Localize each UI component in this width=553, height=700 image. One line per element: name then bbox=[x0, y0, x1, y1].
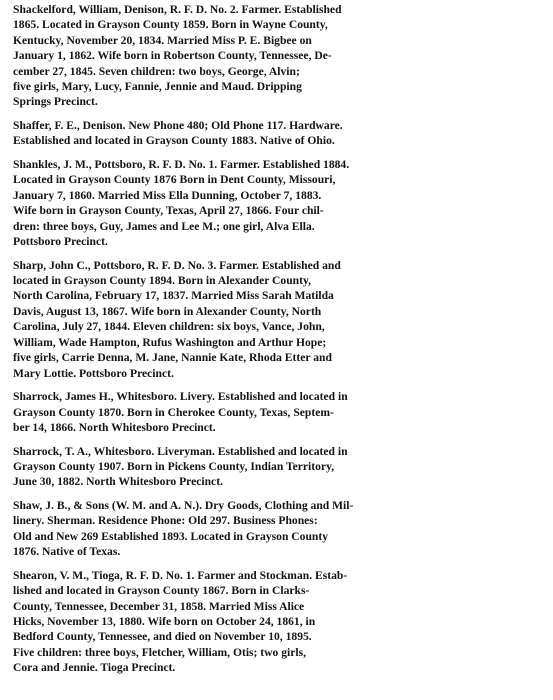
entry-line: Springs Precinct. bbox=[13, 95, 98, 109]
entry-line: Wife born in Grayson County, Texas, April 27, 1866. Four chil- bbox=[13, 204, 324, 218]
entry-line: 1876. Native of Texas. bbox=[13, 545, 121, 559]
entry-shackelford bbox=[13, 2, 543, 110]
entry-sharp bbox=[13, 258, 543, 381]
entry-line: Grayson County 1907. Born in Pickens County, Indian Territory, bbox=[13, 459, 335, 473]
entry-line: January 7, 1860. Married Miss Ella Dunning, October 7, 1883. bbox=[13, 188, 322, 202]
entry-line: Shackelford, William, Denison, R. F. D. No. 2. Farmer. Established bbox=[13, 3, 342, 16]
entry-line: located in Grayson County 1894. Born in Alexander County, bbox=[13, 274, 312, 288]
entry-sharrock-ta bbox=[13, 444, 543, 490]
entry-line: William, Wade Hampton, Rufus Washington and Arthur Hope; bbox=[13, 335, 327, 349]
entry-line: Pottsboro Precinct. bbox=[13, 235, 108, 249]
entry-line: dren: three boys, Guy, James and Lee M.; one girl, Alva Ella. bbox=[13, 219, 315, 233]
entry-line: Established and located in Grayson County 1883. Native of Ohio. bbox=[13, 134, 335, 148]
entry-line: Carolina, July 27, 1844. Eleven children: six boys, Vance, John, bbox=[13, 320, 325, 334]
entry-line: Shankles, J. M., Pottsboro, R. F. D. No. 1. Farmer. Established 1884. bbox=[13, 158, 350, 172]
entry-shaw bbox=[13, 498, 543, 560]
entry-line: five girls, Carrie Denna, M. Jane, Nannie Kate, Rhoda Etter and bbox=[13, 351, 332, 365]
entry-line: linery. Sherman. Residence Phone: Old 297. Business Phones: bbox=[13, 514, 318, 528]
entry-shearon bbox=[13, 568, 543, 676]
entry-line: Sharrock, James H., Whitesboro. Livery. Established and located in bbox=[13, 390, 348, 404]
entry-line: Shaffer, F. E., Denison. New Phone 480; Old Phone 117. Hardware. bbox=[13, 119, 343, 133]
entry-line: Hicks, November 13, 1880. Wife born on October 24, 1861, in bbox=[13, 614, 316, 628]
entry-shankles bbox=[13, 157, 543, 249]
entry-line: ber 14, 1866. North Whitesboro Precinct. bbox=[13, 420, 216, 434]
entry-line: 1865. Located in Grayson County 1859. Born in Wayne County, bbox=[13, 18, 328, 32]
entry-shaffer bbox=[13, 118, 543, 149]
entry-line: Bedford County, Tennessee, and died on November 10, 1895. bbox=[13, 630, 312, 644]
entry-line: Old and New 269 Established 1893. Located in Grayson County bbox=[13, 529, 329, 543]
entry-line: five girls, Mary, Lucy, Fannie, Jennie and Maud. Dripping bbox=[13, 80, 302, 94]
entry-line: January 1, 1862. Wife born in Robertson County, Tennessee, De- bbox=[13, 49, 332, 63]
directory-page bbox=[13, 2, 543, 684]
entry-line: County, Tennessee, December 31, 1858. Married Miss Alice bbox=[13, 599, 305, 613]
entry-line: Kentucky, November 20, 1834. Married Miss P. E. Bigbee on bbox=[13, 33, 312, 47]
entry-line: Sharrock, T. A., Whitesboro. Liveryman. Established and located in bbox=[13, 444, 348, 458]
entry-line: Davis, August 13, 1867. Wife born in Alexander County, North bbox=[13, 304, 322, 318]
entry-line: Mary Lottie. Pottsboro Precinct. bbox=[13, 366, 174, 380]
entry-line: cember 27, 1845. Seven children: two boys, George, Alvin; bbox=[13, 64, 300, 78]
entry-line: Cora and Jennie. Tioga Precinct. bbox=[13, 661, 176, 675]
entry-line: Five children: three boys, Fletcher, William, Otis; two girls, bbox=[13, 645, 307, 659]
entry-line: Located in Grayson County 1876 Born in Dent County, Missouri, bbox=[13, 173, 336, 187]
entry-line: June 30, 1882. North Whitesboro Precinct. bbox=[13, 475, 223, 489]
entry-sharrock-james bbox=[13, 389, 543, 435]
entry-line: Sharp, John C., Pottsboro, R. F. D. No. 3. Farmer. Established and bbox=[13, 258, 341, 272]
entry-line: Shaw, J. B., & Sons (W. M. and A. N.). Dry Goods, Clothing and Mil- bbox=[13, 498, 354, 512]
entry-line: lished and located in Grayson County 1867. Born in Clarks- bbox=[13, 584, 310, 598]
entry-line: Shearon, V. M., Tioga, R. F. D. No. 1. Farmer and Stockman. Estab- bbox=[13, 568, 348, 582]
entry-line: Grayson County 1870. Born in Cherokee County, Texas, Septem- bbox=[13, 405, 334, 419]
entry-line: North Carolina, February 17, 1837. Married Miss Sarah Matilda bbox=[13, 289, 334, 303]
